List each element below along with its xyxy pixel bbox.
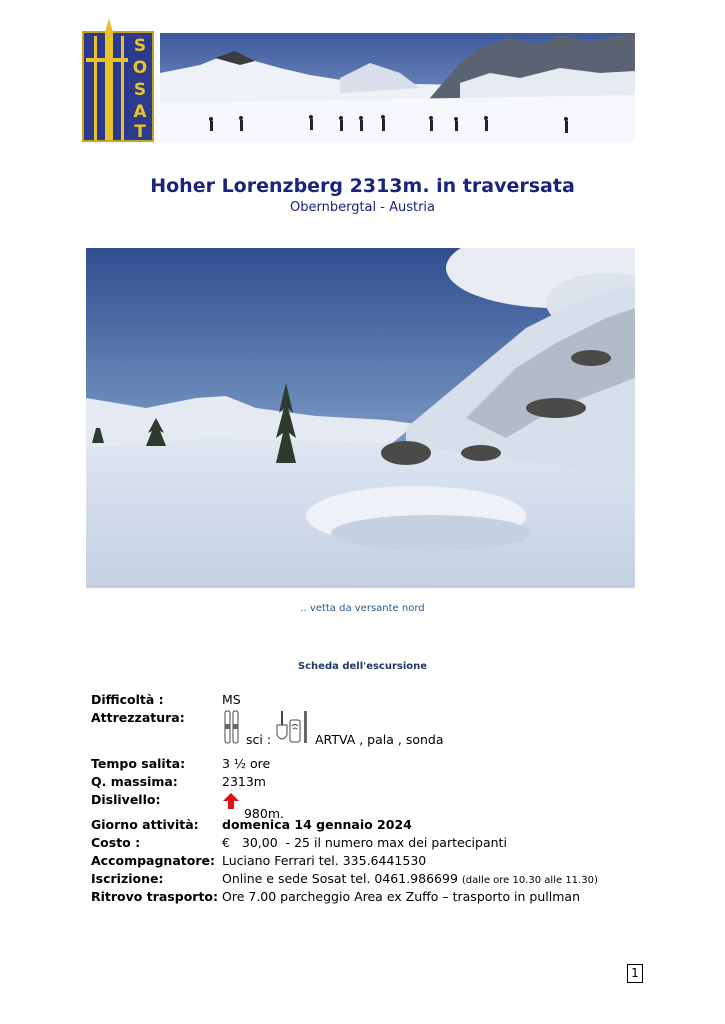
banner-photo [160, 33, 635, 142]
iscrizione-note: (dalle ore 10.30 alle 11.30) [461, 875, 598, 886]
main-photo [86, 248, 635, 588]
accompagnatore-value: Luciano Ferrari tel. 335.6441530 [222, 853, 427, 868]
svg-text:S: S [133, 80, 147, 100]
tempo-label: Tempo salita: [91, 756, 186, 771]
giorno-value: domenica 14 gennaio 2024 [222, 817, 412, 832]
page-subtitle: Obernbergtal - Austria [289, 200, 435, 215]
dislivello-label: Dislivello: [91, 792, 161, 807]
svg-text:O: O [132, 58, 148, 78]
ski-icon [222, 710, 242, 748]
accompagnatore-label: Accompagnatore: [91, 853, 215, 868]
avalanche-kit-icon [275, 710, 311, 748]
giorno-label: Giorno attività: [91, 817, 199, 832]
quota-label: Q. massima: [91, 774, 178, 789]
page-title: Hoher Lorenzberg 2313m. in traversata [150, 175, 575, 197]
photo-caption: .. vetta da versante nord [300, 603, 425, 614]
quota-value: 2313m [222, 774, 266, 789]
difficolta-label: Difficoltà : [91, 692, 164, 707]
costo-value: € 30,00 - 25 il numero max dei partecipanti [222, 835, 507, 850]
svg-text:S: S [133, 36, 147, 56]
iscrizione-label: Iscrizione: [91, 871, 164, 886]
tempo-value: 3 ½ ore [222, 756, 271, 771]
page-number: 1 [627, 964, 643, 983]
costo-label: Costo : [91, 835, 141, 850]
ritrovo-label: Ritrovo trasporto: [91, 889, 219, 904]
attrezzatura-items: ARTVA , pala , sonda [315, 732, 444, 747]
difficolta-value: MS [222, 692, 241, 707]
dislivello-value: 980m. [243, 806, 284, 821]
svg-text:T: T [134, 122, 146, 142]
svg-text:A: A [133, 102, 147, 122]
ritrovo-value: Ore 7.00 parcheggio Area ex Zuffo – trasporto in pullman [222, 889, 580, 904]
scheda-heading: Scheda dell'escursione [297, 661, 428, 672]
attrezzatura-label: Attrezzatura: [91, 710, 185, 725]
sci-label: sci : [245, 732, 272, 747]
arrow-up-icon [222, 792, 240, 814]
sosat-logo [82, 18, 154, 142]
iscrizione-value: Online e sede Sosat tel. 0461.986699 [222, 871, 458, 886]
